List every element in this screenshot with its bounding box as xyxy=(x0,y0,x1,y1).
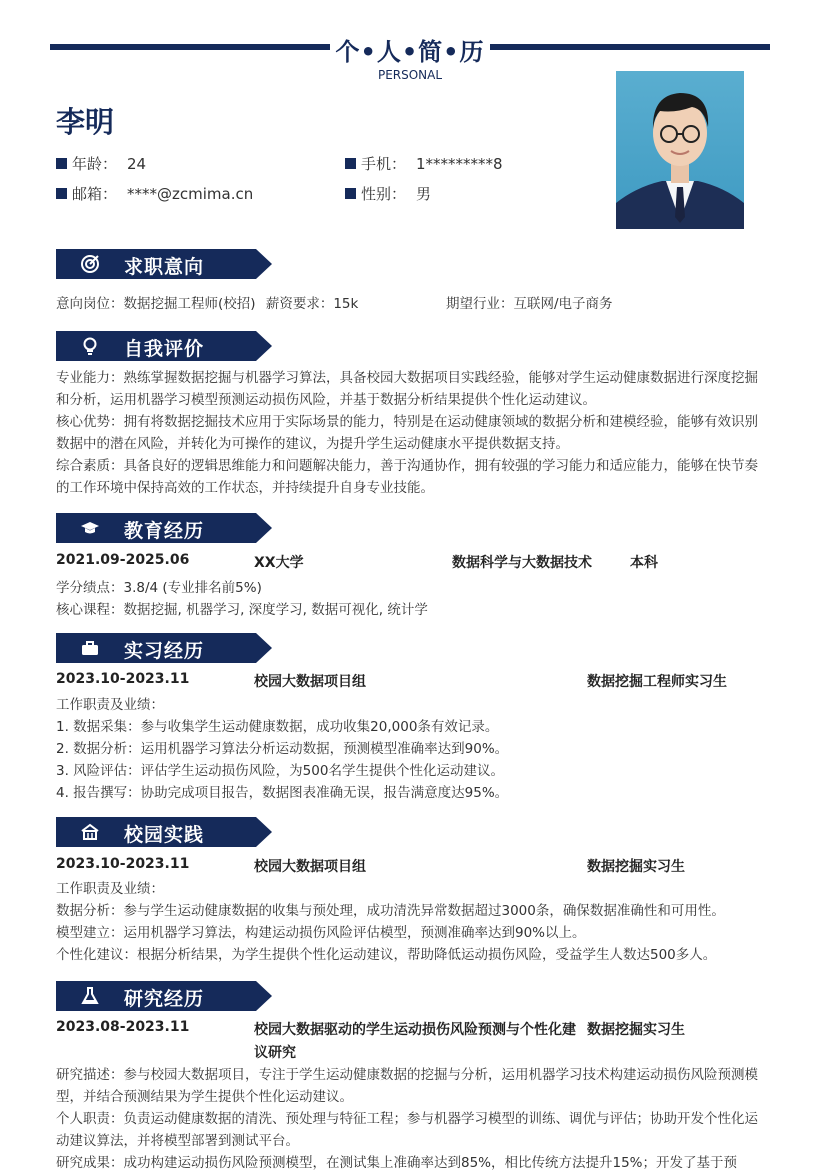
section-header-internship xyxy=(56,633,272,663)
page-subtitle: PERSONAL xyxy=(377,68,443,82)
section-title: 校园实践 xyxy=(124,824,205,846)
intern-duties xyxy=(56,694,768,804)
edu-school: XX大学 xyxy=(254,555,304,571)
research-duty: 个人职责：负责运动健康数据的清洗、预处理与特征工程；参与机器学习模型的训练、调优与评估；协助开发个性化运动建议算法，并将模型部署到测试平台。 xyxy=(56,1111,758,1149)
intern-role: 数据挖掘工程师实习生 xyxy=(587,674,727,690)
edu-major: 数据科学与大数据技术 xyxy=(452,555,592,571)
info-gender-label: 性别： xyxy=(361,185,407,203)
campus-duty-item: 个性化建议：根据分析结果，为学生提供个性化运动建议，帮助降低运动损伤风险，受益学生人数达500多人。 xyxy=(56,947,717,963)
section-title: 实习经历 xyxy=(124,640,205,662)
section-header-education xyxy=(56,513,272,543)
research-desc: 研究描述：参与校园大数据项目，专注于学生运动健康数据的挖掘与分析，运用机器学习技术构建运动损伤风险预测模型，并结合预测结果为学生提供个性化运动建议。 xyxy=(56,1067,758,1105)
info-email-value: ****@zcmima.cn xyxy=(127,184,254,203)
info-email xyxy=(56,183,253,204)
intent-position-text: 意向岗位：数据挖掘工程师(校招) xyxy=(56,296,256,312)
edu-gpa: 学分绩点：3.8/4 (专业排名前5%) xyxy=(56,580,262,596)
research-topic xyxy=(254,1019,584,1065)
intent-position xyxy=(56,292,358,312)
intern-duty-item: 3. 风险评估：评估学生运动损伤风险，为500名学生提供个性化运动建议。 xyxy=(56,763,504,779)
info-age-value: 24 xyxy=(127,154,147,173)
self-eval-text xyxy=(56,367,768,499)
section-title: 求职意向 xyxy=(124,256,205,278)
candidate-name: 李明 xyxy=(56,105,115,139)
self-eval-paragraph: 核心优势：拥有将数据挖掘技术应用于实际场景的能力，特别是在运动健康领域的数据分析和建模经验，能够有效识别数据中的潜在风险，并转化为可操作的建议，为提升学生运动健康水平提供数据支持。 xyxy=(56,414,758,452)
edu-courses: 核心课程：数据挖掘, 机器学习, 深度学习, 数据可视化, 统计学 xyxy=(56,602,428,618)
graduation-cap-icon xyxy=(80,518,100,538)
campus-duties-intro: 工作职责及业绩： xyxy=(56,881,164,897)
header-rule-right xyxy=(490,44,770,50)
research-date: 2023.08-2023.11 xyxy=(56,1019,190,1035)
intent-salary: 薪资要求：15k xyxy=(265,296,359,312)
intern-duty-item: 2. 数据分析：运用机器学习算法分析运动数据，预测模型准确率达到90%。 xyxy=(56,741,509,757)
section-header-campus xyxy=(56,817,272,847)
intern-duties-intro: 工作职责及业绩： xyxy=(56,697,164,713)
section-title: 自我评价 xyxy=(124,338,205,360)
lightbulb-icon xyxy=(80,336,100,356)
section-header-research xyxy=(56,981,272,1011)
intent-industry: 期望行业：互联网/电子商务 xyxy=(446,296,613,312)
info-age xyxy=(56,153,146,174)
research-topic-line: 校园大数据驱动的学生运动损伤风险预测与个性化建 xyxy=(254,1022,576,1038)
info-age-label: 年龄： xyxy=(72,155,118,173)
profile-photo xyxy=(616,71,744,229)
header-rule-left xyxy=(50,44,330,50)
intern-date: 2023.10-2023.11 xyxy=(56,671,190,687)
research-details xyxy=(56,1064,768,1174)
bullet-square-icon xyxy=(345,188,356,199)
section-header-self xyxy=(56,331,272,361)
bullet-square-icon xyxy=(56,158,67,169)
campus-date: 2023.10-2023.11 xyxy=(56,856,190,872)
research-topic-line: 议研究 xyxy=(254,1045,296,1061)
info-phone-value: 1*********8 xyxy=(416,154,503,173)
section-header-intent xyxy=(56,249,272,279)
campus-org: 校园大数据项目组 xyxy=(254,859,366,875)
campus-duties xyxy=(56,878,768,966)
bullet-square-icon xyxy=(345,158,356,169)
info-email-label: 邮箱： xyxy=(72,185,118,203)
intern-duty-item: 4. 报告撰写：协助完成项目报告，数据图表准确无误，报告满意度达95%。 xyxy=(56,785,509,801)
building-icon xyxy=(80,822,100,842)
edu-date: 2021.09-2025.06 xyxy=(56,552,190,568)
self-eval-paragraph: 综合素质：具备良好的逻辑思维能力和问题解决能力，善于沟通协作，拥有较强的学习能力和适应能力，能够在快节奏的工作环境中保持高效的工作状态，并持续提升自身专业技能。 xyxy=(56,458,758,496)
edu-degree: 本科 xyxy=(630,555,658,571)
intern-duty-item: 1. 数据采集：参与收集学生运动健康数据，成功收集20,000条有效记录。 xyxy=(56,719,499,735)
research-result: 研究成果：成功构建运动损伤风险预测模型，在测试集上准确率达到85%，相比传统方法提升15%；开发了基于预 xyxy=(56,1155,738,1171)
flask-icon xyxy=(80,986,100,1006)
briefcase-icon xyxy=(80,638,100,658)
self-eval-paragraph: 专业能力：熟练掌握数据挖掘与机器学习算法，具备校园大数据项目实践经验，能够对学生运动健康数据进行深度挖掘和分析，运用机器学习模型预测运动损伤风险，并基于数据分析结果提供个性化运动建议。 xyxy=(56,370,758,408)
info-gender xyxy=(345,183,431,204)
campus-duty-item: 数据分析：参与学生运动健康数据的收集与预处理，成功清洗异常数据超过3000条，确保数据准确性和可用性。 xyxy=(56,903,725,919)
info-phone xyxy=(345,153,503,174)
research-role: 数据挖掘实习生 xyxy=(587,1022,685,1038)
bullet-square-icon xyxy=(56,188,67,199)
intern-org: 校园大数据项目组 xyxy=(254,674,366,690)
campus-role: 数据挖掘实习生 xyxy=(587,859,685,875)
page-title: 个•人•简•历 xyxy=(335,38,485,66)
info-gender-value: 男 xyxy=(416,185,432,203)
campus-duty-item: 模型建立：运用机器学习算法，构建运动损伤风险评估模型，预测准确率达到90%以上。 xyxy=(56,925,586,941)
target-icon xyxy=(80,254,100,274)
section-title: 研究经历 xyxy=(124,988,205,1010)
section-title: 教育经历 xyxy=(124,520,205,542)
info-phone-label: 手机： xyxy=(361,155,407,173)
